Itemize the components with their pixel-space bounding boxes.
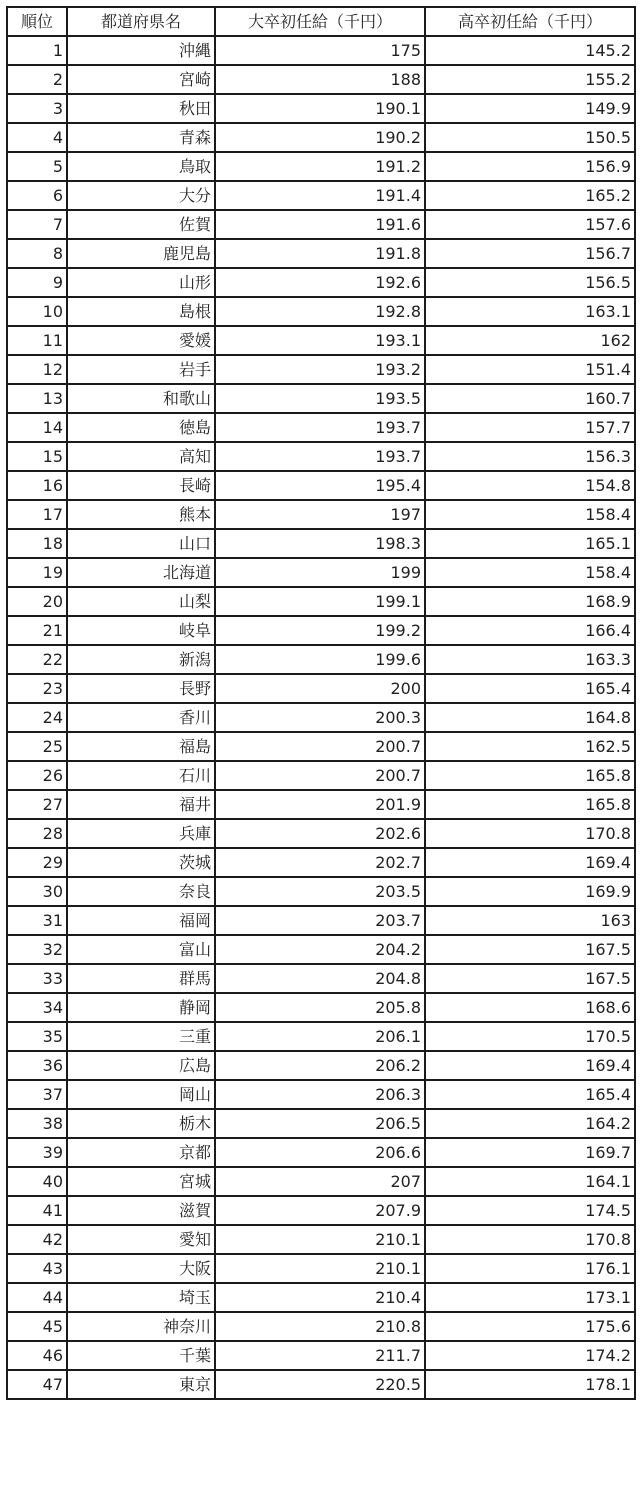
table-row: [7, 413, 635, 442]
table-row: [7, 65, 635, 94]
prefecture-cell: 富山: [67, 935, 215, 964]
university-salary-cell: 203.7: [215, 906, 425, 935]
university-salary-cell: 204.2: [215, 935, 425, 964]
rank-cell: 1: [7, 36, 67, 65]
highschool-salary-cell: 158.4: [425, 558, 635, 587]
rank-cell: 42: [7, 1225, 67, 1254]
table-row: [7, 152, 635, 181]
prefecture-cell: 長野: [67, 674, 215, 703]
highschool-salary-cell: 149.9: [425, 94, 635, 123]
table-row: [7, 645, 635, 674]
prefecture-cell: 北海道: [67, 558, 215, 587]
table-row: [7, 819, 635, 848]
prefecture-cell: 青森: [67, 123, 215, 152]
university-salary-cell: 199.2: [215, 616, 425, 645]
prefecture-cell: 沖縄: [67, 36, 215, 65]
rank-cell: 31: [7, 906, 67, 935]
highschool-salary-cell: 169.9: [425, 877, 635, 906]
prefecture-cell: 茨城: [67, 848, 215, 877]
prefecture-cell: 熊本: [67, 500, 215, 529]
university-salary-cell: 193.2: [215, 355, 425, 384]
university-salary-cell: 201.9: [215, 790, 425, 819]
rank-cell: 34: [7, 993, 67, 1022]
prefecture-cell: 福井: [67, 790, 215, 819]
table-row: [7, 674, 635, 703]
rank-cell: 35: [7, 1022, 67, 1051]
university-salary-cell: 192.8: [215, 297, 425, 326]
rank-cell: 3: [7, 94, 67, 123]
highschool-salary-cell: 176.1: [425, 1254, 635, 1283]
prefecture-cell: 大阪: [67, 1254, 215, 1283]
university-salary-cell: 193.5: [215, 384, 425, 413]
prefecture-cell: 千葉: [67, 1341, 215, 1370]
highschool-salary-cell: 157.7: [425, 413, 635, 442]
prefecture-cell: 滋賀: [67, 1196, 215, 1225]
highschool-salary-cell: 156.5: [425, 268, 635, 297]
highschool-salary-cell: 168.9: [425, 587, 635, 616]
university-salary-cell: 210.8: [215, 1312, 425, 1341]
table-row: [7, 123, 635, 152]
prefecture-cell: 大分: [67, 181, 215, 210]
highschool-salary-cell: 164.1: [425, 1167, 635, 1196]
university-salary-cell: 211.7: [215, 1341, 425, 1370]
prefecture-cell: 静岡: [67, 993, 215, 1022]
highschool-salary-cell: 175.6: [425, 1312, 635, 1341]
rank-cell: 5: [7, 152, 67, 181]
highschool-salary-cell: 163: [425, 906, 635, 935]
highschool-salary-cell: 167.5: [425, 964, 635, 993]
university-salary-cell: 190.1: [215, 94, 425, 123]
highschool-salary-cell: 151.4: [425, 355, 635, 384]
table-row: [7, 1312, 635, 1341]
rank-cell: 43: [7, 1254, 67, 1283]
rank-cell: 41: [7, 1196, 67, 1225]
university-salary-cell: 207: [215, 1167, 425, 1196]
highschool-salary-cell: 156.9: [425, 152, 635, 181]
table-row: [7, 732, 635, 761]
table-row: [7, 326, 635, 355]
university-salary-cell: 203.5: [215, 877, 425, 906]
prefecture-cell: 石川: [67, 761, 215, 790]
table-row: [7, 906, 635, 935]
table-row: [7, 500, 635, 529]
university-salary-cell: 210.1: [215, 1225, 425, 1254]
table-row: [7, 1283, 635, 1312]
university-salary-cell: 199.6: [215, 645, 425, 674]
highschool-salary-cell: 164.2: [425, 1109, 635, 1138]
university-salary-cell: 190.2: [215, 123, 425, 152]
highschool-salary-cell: 173.1: [425, 1283, 635, 1312]
university-salary-cell: 207.9: [215, 1196, 425, 1225]
table-row: [7, 964, 635, 993]
rank-cell: 44: [7, 1283, 67, 1312]
table-row: [7, 529, 635, 558]
table-body: [7, 36, 635, 1399]
prefecture-cell: 奈良: [67, 877, 215, 906]
university-salary-cell: 188: [215, 65, 425, 94]
rank-cell: 39: [7, 1138, 67, 1167]
rank-cell: 18: [7, 529, 67, 558]
university-salary-cell: 206.5: [215, 1109, 425, 1138]
prefecture-cell: 宮崎: [67, 65, 215, 94]
highschool-salary-cell: 165.4: [425, 674, 635, 703]
rank-cell: 15: [7, 442, 67, 471]
prefecture-cell: 栃木: [67, 1109, 215, 1138]
prefecture-cell: 秋田: [67, 94, 215, 123]
university-salary-cell: 199.1: [215, 587, 425, 616]
rank-cell: 20: [7, 587, 67, 616]
rank-cell: 9: [7, 268, 67, 297]
university-salary-cell: 193.7: [215, 442, 425, 471]
table-row: [7, 94, 635, 123]
university-salary-cell: 200.7: [215, 732, 425, 761]
rank-cell: 37: [7, 1080, 67, 1109]
university-salary-cell: 202.7: [215, 848, 425, 877]
university-salary-cell: 210.4: [215, 1283, 425, 1312]
column-header-prefecture: 都道府県名: [67, 7, 215, 36]
table-row: [7, 587, 635, 616]
highschool-salary-cell: 166.4: [425, 616, 635, 645]
table-row: [7, 993, 635, 1022]
prefecture-cell: 新潟: [67, 645, 215, 674]
table-row: [7, 297, 635, 326]
university-salary-cell: 192.6: [215, 268, 425, 297]
highschool-salary-cell: 163.3: [425, 645, 635, 674]
column-header-university-salary: 大卒初任給（千円）: [215, 7, 425, 36]
rank-cell: 6: [7, 181, 67, 210]
header-row: [7, 7, 635, 36]
rank-cell: 4: [7, 123, 67, 152]
prefecture-cell: 宮城: [67, 1167, 215, 1196]
highschool-salary-cell: 150.5: [425, 123, 635, 152]
table-row: [7, 355, 635, 384]
prefecture-cell: 三重: [67, 1022, 215, 1051]
highschool-salary-cell: 167.5: [425, 935, 635, 964]
table-row: [7, 471, 635, 500]
university-salary-cell: 191.2: [215, 152, 425, 181]
rank-cell: 29: [7, 848, 67, 877]
rank-cell: 26: [7, 761, 67, 790]
rank-cell: 10: [7, 297, 67, 326]
table-row: [7, 1225, 635, 1254]
prefecture-cell: 岩手: [67, 355, 215, 384]
prefecture-cell: 和歌山: [67, 384, 215, 413]
table-row: [7, 384, 635, 413]
highschool-salary-cell: 174.2: [425, 1341, 635, 1370]
table-row: [7, 268, 635, 297]
rank-cell: 2: [7, 65, 67, 94]
prefecture-cell: 愛知: [67, 1225, 215, 1254]
rank-cell: 16: [7, 471, 67, 500]
highschool-salary-cell: 168.6: [425, 993, 635, 1022]
university-salary-cell: 206.6: [215, 1138, 425, 1167]
prefecture-cell: 東京: [67, 1370, 215, 1399]
highschool-salary-cell: 170.8: [425, 819, 635, 848]
prefecture-cell: 香川: [67, 703, 215, 732]
prefecture-cell: 広島: [67, 1051, 215, 1080]
highschool-salary-cell: 178.1: [425, 1370, 635, 1399]
rank-cell: 8: [7, 239, 67, 268]
rank-cell: 23: [7, 674, 67, 703]
highschool-salary-cell: 162.5: [425, 732, 635, 761]
highschool-salary-cell: 165.2: [425, 181, 635, 210]
table-row: [7, 616, 635, 645]
university-salary-cell: 200.3: [215, 703, 425, 732]
rank-cell: 14: [7, 413, 67, 442]
rank-cell: 30: [7, 877, 67, 906]
prefecture-cell: 山梨: [67, 587, 215, 616]
table-row: [7, 1341, 635, 1370]
highschool-salary-cell: 165.4: [425, 1080, 635, 1109]
highschool-salary-cell: 154.8: [425, 471, 635, 500]
highschool-salary-cell: 162: [425, 326, 635, 355]
university-salary-cell: 205.8: [215, 993, 425, 1022]
table-row: [7, 877, 635, 906]
rank-cell: 13: [7, 384, 67, 413]
starting-salary-table: [6, 6, 636, 1400]
rank-cell: 38: [7, 1109, 67, 1138]
highschool-salary-cell: 169.4: [425, 848, 635, 877]
column-header-highschool-salary: 高卒初任給（千円）: [425, 7, 635, 36]
rank-cell: 7: [7, 210, 67, 239]
prefecture-cell: 岐阜: [67, 616, 215, 645]
university-salary-cell: 191.4: [215, 181, 425, 210]
prefecture-cell: 高知: [67, 442, 215, 471]
prefecture-cell: 愛媛: [67, 326, 215, 355]
university-salary-cell: 198.3: [215, 529, 425, 558]
table-row: [7, 1196, 635, 1225]
rank-cell: 45: [7, 1312, 67, 1341]
university-salary-cell: 210.1: [215, 1254, 425, 1283]
highschool-salary-cell: 163.1: [425, 297, 635, 326]
table-row: [7, 848, 635, 877]
column-header-rank: 順位: [7, 7, 67, 36]
highschool-salary-cell: 158.4: [425, 500, 635, 529]
table-row: [7, 1051, 635, 1080]
rank-cell: 36: [7, 1051, 67, 1080]
table-row: [7, 442, 635, 471]
university-salary-cell: 206.3: [215, 1080, 425, 1109]
university-salary-cell: 193.7: [215, 413, 425, 442]
rank-cell: 19: [7, 558, 67, 587]
highschool-salary-cell: 165.8: [425, 761, 635, 790]
university-salary-cell: 206.1: [215, 1022, 425, 1051]
table-row: [7, 1167, 635, 1196]
prefecture-cell: 長崎: [67, 471, 215, 500]
rank-cell: 17: [7, 500, 67, 529]
rank-cell: 12: [7, 355, 67, 384]
table-row: [7, 1109, 635, 1138]
rank-cell: 28: [7, 819, 67, 848]
university-salary-cell: 200.7: [215, 761, 425, 790]
rank-cell: 47: [7, 1370, 67, 1399]
highschool-salary-cell: 174.5: [425, 1196, 635, 1225]
university-salary-cell: 193.1: [215, 326, 425, 355]
prefecture-cell: 佐賀: [67, 210, 215, 239]
rank-cell: 24: [7, 703, 67, 732]
university-salary-cell: 191.6: [215, 210, 425, 239]
rank-cell: 27: [7, 790, 67, 819]
rank-cell: 40: [7, 1167, 67, 1196]
highschool-salary-cell: 165.1: [425, 529, 635, 558]
highschool-salary-cell: 165.8: [425, 790, 635, 819]
rank-cell: 22: [7, 645, 67, 674]
prefecture-cell: 鳥取: [67, 152, 215, 181]
rank-cell: 21: [7, 616, 67, 645]
highschool-salary-cell: 170.5: [425, 1022, 635, 1051]
table-row: [7, 181, 635, 210]
rank-cell: 25: [7, 732, 67, 761]
table-row: [7, 1080, 635, 1109]
prefecture-cell: 山形: [67, 268, 215, 297]
prefecture-cell: 兵庫: [67, 819, 215, 848]
table-row: [7, 239, 635, 268]
table-container: [6, 6, 636, 1400]
table-row: [7, 790, 635, 819]
university-salary-cell: 202.6: [215, 819, 425, 848]
highschool-salary-cell: 169.7: [425, 1138, 635, 1167]
table-row: [7, 1022, 635, 1051]
highschool-salary-cell: 170.8: [425, 1225, 635, 1254]
highschool-salary-cell: 155.2: [425, 65, 635, 94]
prefecture-cell: 神奈川: [67, 1312, 215, 1341]
prefecture-cell: 徳島: [67, 413, 215, 442]
highschool-salary-cell: 156.7: [425, 239, 635, 268]
prefecture-cell: 岡山: [67, 1080, 215, 1109]
table-row: [7, 703, 635, 732]
table-row: [7, 36, 635, 65]
university-salary-cell: 199: [215, 558, 425, 587]
highschool-salary-cell: 169.4: [425, 1051, 635, 1080]
prefecture-cell: 群馬: [67, 964, 215, 993]
university-salary-cell: 204.8: [215, 964, 425, 993]
table-row: [7, 1370, 635, 1399]
table-row: [7, 558, 635, 587]
prefecture-cell: 島根: [67, 297, 215, 326]
highschool-salary-cell: 145.2: [425, 36, 635, 65]
prefecture-cell: 山口: [67, 529, 215, 558]
highschool-salary-cell: 156.3: [425, 442, 635, 471]
university-salary-cell: 195.4: [215, 471, 425, 500]
prefecture-cell: 埼玉: [67, 1283, 215, 1312]
rank-cell: 32: [7, 935, 67, 964]
table-row: [7, 935, 635, 964]
university-salary-cell: 200: [215, 674, 425, 703]
rank-cell: 46: [7, 1341, 67, 1370]
university-salary-cell: 220.5: [215, 1370, 425, 1399]
table-row: [7, 210, 635, 239]
rank-cell: 33: [7, 964, 67, 993]
university-salary-cell: 206.2: [215, 1051, 425, 1080]
prefecture-cell: 鹿児島: [67, 239, 215, 268]
highschool-salary-cell: 157.6: [425, 210, 635, 239]
table-row: [7, 1138, 635, 1167]
prefecture-cell: 福島: [67, 732, 215, 761]
university-salary-cell: 175: [215, 36, 425, 65]
prefecture-cell: 福岡: [67, 906, 215, 935]
university-salary-cell: 197: [215, 500, 425, 529]
rank-cell: 11: [7, 326, 67, 355]
highschool-salary-cell: 160.7: [425, 384, 635, 413]
highschool-salary-cell: 164.8: [425, 703, 635, 732]
table-row: [7, 761, 635, 790]
university-salary-cell: 191.8: [215, 239, 425, 268]
prefecture-cell: 京都: [67, 1138, 215, 1167]
table-row: [7, 1254, 635, 1283]
